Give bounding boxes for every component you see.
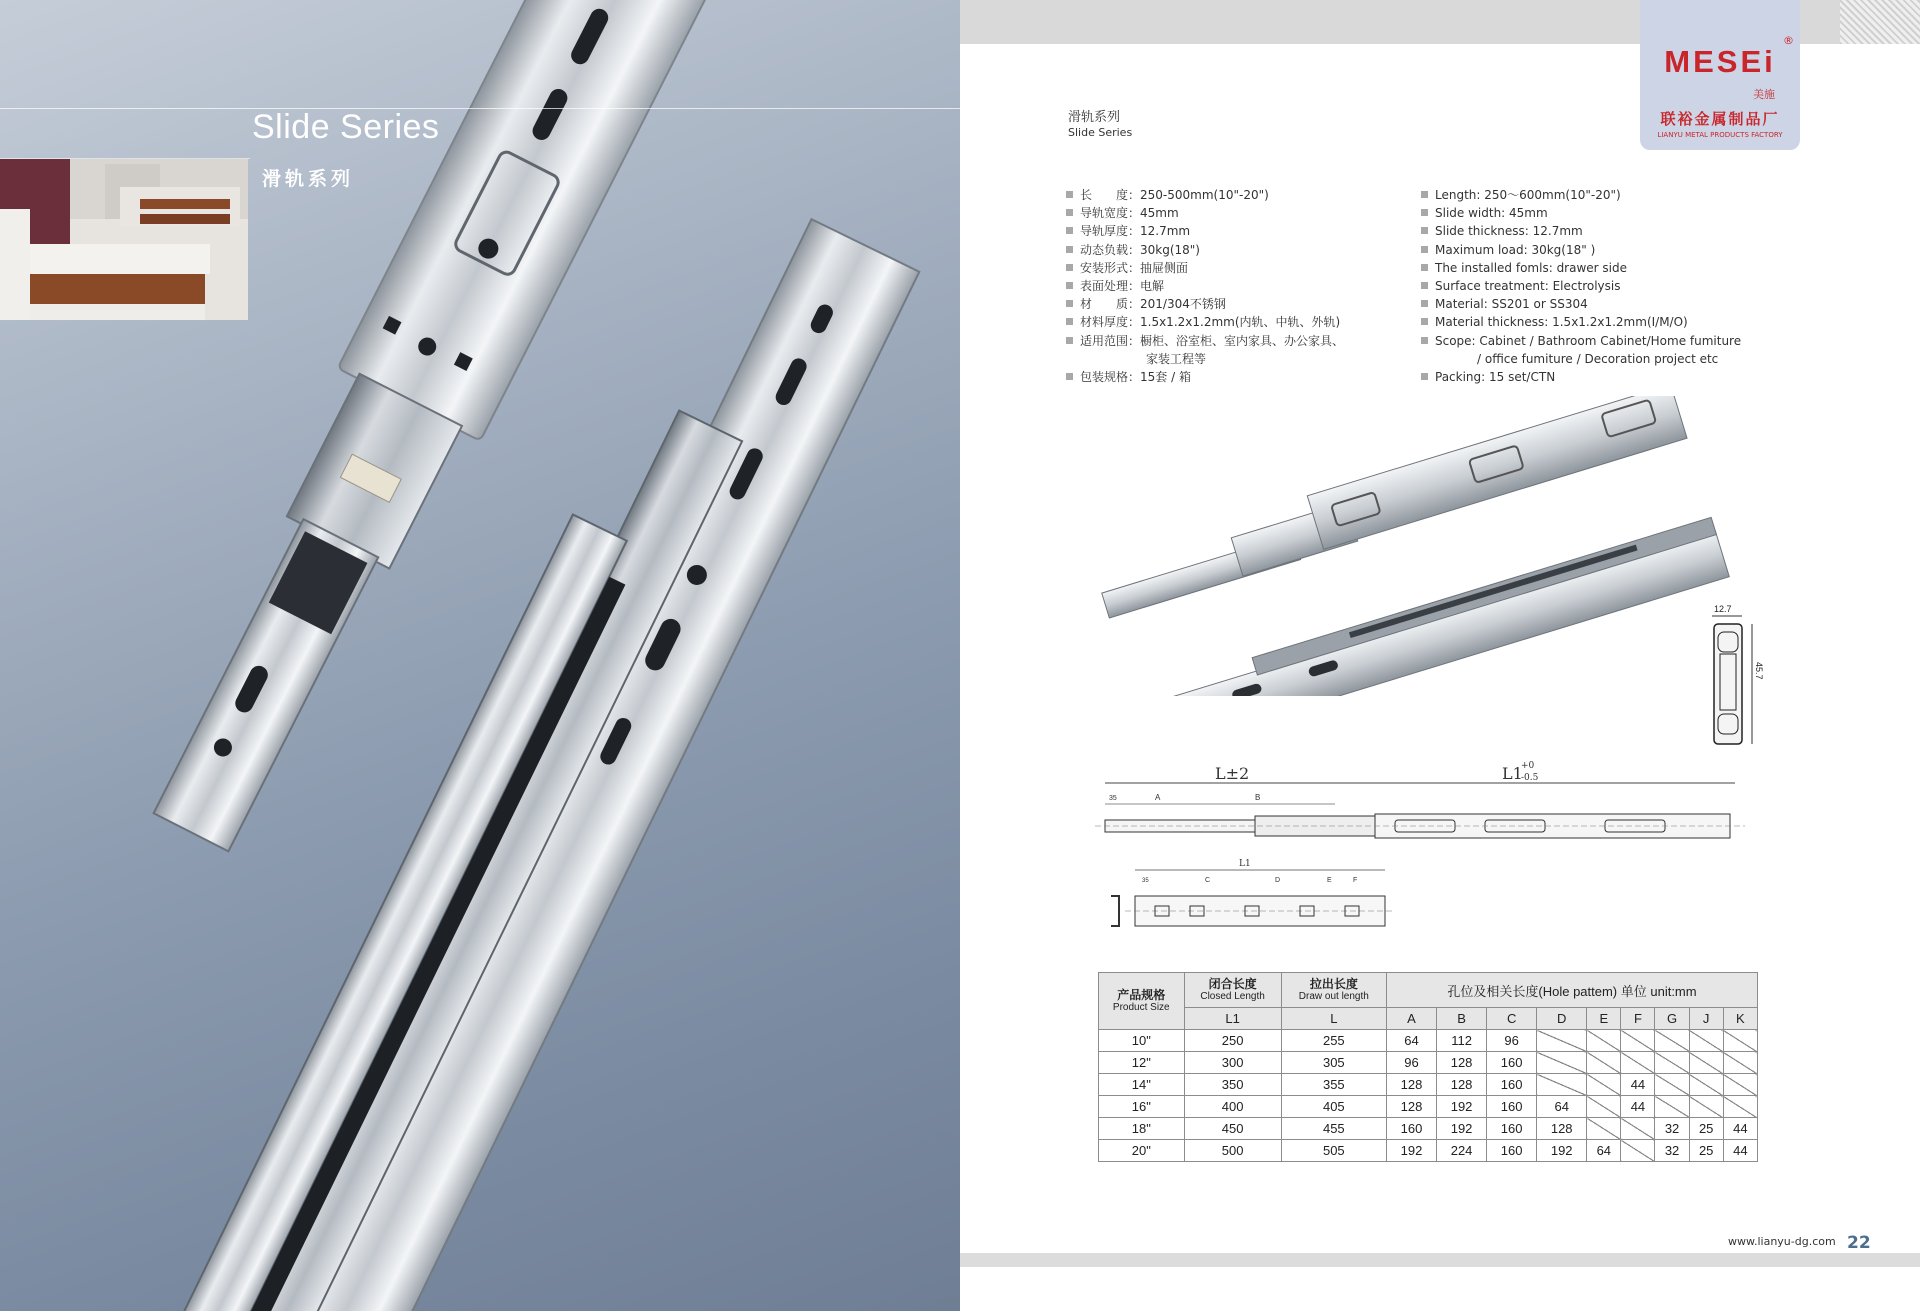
cell-empty	[1689, 1052, 1723, 1074]
spec-item	[1066, 222, 1386, 240]
dim2-35-label: 35	[1142, 878, 1149, 884]
spec-text: 导轨厚度：12.7mm	[1080, 224, 1191, 239]
cell-hole: 96	[1487, 1030, 1537, 1052]
dim2-e-label: E	[1327, 877, 1332, 884]
head-hole-col: G	[1655, 1008, 1689, 1030]
cell-hole: 128	[1437, 1052, 1487, 1074]
cell-empty	[1621, 1118, 1655, 1140]
cell-l: 405	[1281, 1096, 1386, 1118]
head-closed-en: Closed Length	[1200, 991, 1265, 1002]
cell-l: 305	[1281, 1052, 1386, 1074]
cell-l1: 350	[1184, 1074, 1281, 1096]
bullet-square-icon	[1421, 337, 1428, 344]
table-row	[1099, 1030, 1758, 1052]
spec-item	[1421, 295, 1761, 313]
dim-35-label: 35	[1109, 795, 1117, 802]
spec-text: 安装形式：抽屉侧面	[1080, 260, 1189, 275]
head-hole-pattern: 孔位及相关长度(Hole pattem) 单位 unit:mm	[1386, 973, 1757, 1008]
head-draw-cn: 拉出长度	[1309, 977, 1358, 991]
cell-hole: 44	[1723, 1140, 1757, 1162]
bullet-square-icon	[1421, 373, 1428, 380]
dim-l1-label: L1	[1502, 764, 1523, 783]
bullet-square-icon	[1066, 373, 1073, 380]
cell-empty	[1655, 1096, 1689, 1118]
spec-item	[1421, 332, 1761, 368]
cell-hole: 160	[1386, 1118, 1436, 1140]
cell-hole: 224	[1437, 1140, 1487, 1162]
head-closed-symbol: L1	[1184, 1008, 1281, 1030]
cell-hole: 44	[1621, 1074, 1655, 1096]
bullet-square-icon	[1421, 282, 1428, 289]
website-url: www.lianyu-dg.com	[1728, 1235, 1836, 1248]
dim-a-label: A	[1155, 793, 1161, 802]
table-row	[1099, 1052, 1758, 1074]
footer-band	[960, 1253, 1920, 1267]
slide-product-image	[1095, 396, 1755, 696]
spec-item	[1066, 332, 1386, 368]
spec-text: 适用范围：橱柜、浴室柜、室内家具、办公家具、	[1080, 333, 1345, 348]
spec-list-en	[1421, 186, 1761, 386]
bullet-square-icon	[1066, 300, 1073, 307]
table-row	[1099, 1140, 1758, 1162]
spec-item	[1066, 186, 1386, 204]
cell-l: 505	[1281, 1140, 1386, 1162]
cell-hole: 128	[1386, 1096, 1436, 1118]
head-draw-symbol: L	[1281, 1008, 1386, 1030]
table-body	[1099, 1030, 1758, 1162]
bullet-square-icon	[1421, 191, 1428, 198]
head-hole-col: F	[1621, 1008, 1655, 1030]
cell-empty	[1723, 1074, 1757, 1096]
spec-text: 材料厚度：1.5x1.2x1.2mm(内轨、中轨、外轨)	[1080, 315, 1341, 330]
cell-l1: 300	[1184, 1052, 1281, 1074]
cell-hole: 128	[1437, 1074, 1487, 1096]
cell-hole: 64	[1587, 1140, 1621, 1162]
bullet-square-icon	[1066, 191, 1073, 198]
spec-text: 导轨宽度：45mm	[1080, 206, 1179, 221]
cell-hole: 160	[1487, 1096, 1537, 1118]
dim-l1-tol-top: +0	[1521, 761, 1535, 771]
cell-hole: 192	[1437, 1096, 1487, 1118]
cell-size: 16"	[1099, 1096, 1185, 1118]
cell-empty	[1723, 1096, 1757, 1118]
head-hole-col: B	[1437, 1008, 1487, 1030]
cell-l: 255	[1281, 1030, 1386, 1052]
series-title-cn: 滑轨系列	[262, 168, 355, 190]
cell-hole: 160	[1487, 1140, 1537, 1162]
cell-size: 18"	[1099, 1118, 1185, 1140]
bullet-square-icon	[1066, 227, 1073, 234]
head-product-size	[1099, 973, 1185, 1030]
bullet-square-icon	[1066, 282, 1073, 289]
spec-item	[1421, 186, 1761, 204]
spec-text: Scope: Cabinet / Bathroom Cabinet/Home fumiture	[1435, 333, 1742, 348]
cell-size: 10"	[1099, 1030, 1185, 1052]
cell-empty	[1537, 1052, 1587, 1074]
head-hole-col: E	[1587, 1008, 1621, 1030]
head-hole-col: K	[1723, 1008, 1757, 1030]
cell-empty	[1587, 1030, 1621, 1052]
cell-empty	[1655, 1030, 1689, 1052]
spec-item	[1066, 259, 1386, 277]
cell-empty	[1537, 1074, 1587, 1096]
cell-empty	[1587, 1096, 1621, 1118]
bullet-square-icon	[1421, 264, 1428, 271]
head-draw-en: Draw out length	[1298, 991, 1369, 1002]
cell-empty	[1587, 1052, 1621, 1074]
head-hole-col: D	[1537, 1008, 1587, 1030]
spec-item	[1421, 368, 1761, 386]
brand-cn-small: 美施	[1753, 88, 1775, 101]
dim2-f-label: F	[1353, 877, 1358, 884]
table-row	[1099, 1118, 1758, 1140]
dim-l-label: L±2	[1215, 764, 1250, 783]
spec-item	[1421, 222, 1761, 240]
table-symbol-row	[1099, 1008, 1758, 1030]
cell-hole: 32	[1655, 1118, 1689, 1140]
cell-hole: 25	[1689, 1118, 1723, 1140]
bullet-square-icon	[1066, 337, 1073, 344]
cell-empty	[1655, 1074, 1689, 1096]
dim-width-label: 12.7	[1714, 604, 1732, 614]
cell-l: 355	[1281, 1074, 1386, 1096]
cell-hole: 128	[1386, 1074, 1436, 1096]
spec-item	[1066, 368, 1386, 386]
cell-empty	[1689, 1074, 1723, 1096]
kitchen-photo	[0, 159, 248, 320]
spec-text: Length: 250～600mm(10"-20")	[1435, 188, 1621, 202]
cell-hole: 192	[1537, 1140, 1587, 1162]
cross-section-diagram	[1708, 602, 1778, 752]
size-spec-table	[1098, 972, 1758, 1162]
table-row	[1099, 1096, 1758, 1118]
bullet-square-icon	[1066, 318, 1073, 325]
spec-text: Slide width: 45mm	[1435, 206, 1548, 221]
cell-hole: 160	[1487, 1052, 1537, 1074]
dim2-l1-label: L1	[1239, 859, 1251, 869]
cell-hole: 64	[1537, 1096, 1587, 1118]
spec-item	[1066, 241, 1386, 259]
cell-empty	[1621, 1140, 1655, 1162]
cell-hole: 32	[1655, 1140, 1689, 1162]
spec-item	[1421, 277, 1761, 295]
cell-size: 14"	[1099, 1074, 1185, 1096]
page-number: 22	[1847, 1233, 1871, 1253]
cell-l1: 450	[1184, 1118, 1281, 1140]
series-title-en: Slide Series	[252, 108, 440, 146]
spec-text-continued: / office fumiture / Decoration project etc	[1477, 351, 1719, 366]
specification-page	[960, 0, 1920, 1311]
bullet-square-icon	[1066, 209, 1073, 216]
head-closed-cn: 闭合长度	[1208, 977, 1257, 991]
spec-item	[1421, 313, 1761, 331]
bullet-square-icon	[1066, 246, 1073, 253]
dim2-c-label: C	[1205, 877, 1211, 884]
head-product-en: Product Size	[1112, 1002, 1170, 1013]
dimension-drawing-closed	[1095, 856, 1415, 936]
cell-hole: 25	[1689, 1140, 1723, 1162]
table-row	[1099, 1074, 1758, 1096]
spec-item	[1066, 295, 1386, 313]
dim-l1-tol-bottom: -0.5	[1521, 773, 1539, 783]
spec-item	[1066, 204, 1386, 222]
bullet-square-icon	[1421, 209, 1428, 216]
company-name-en: LIANYU METAL PRODUCTS FACTORY	[1657, 131, 1783, 139]
cell-empty	[1723, 1030, 1757, 1052]
cell-hole: 192	[1386, 1140, 1436, 1162]
section-title-cn: 滑轨系列	[1068, 110, 1121, 125]
header-hatch	[1840, 0, 1920, 44]
spec-item	[1421, 259, 1761, 277]
cell-size: 20"	[1099, 1140, 1185, 1162]
spec-item	[1066, 277, 1386, 295]
cell-l: 455	[1281, 1118, 1386, 1140]
spec-text: 材 质：201/304不锈钢	[1080, 297, 1226, 312]
spec-item	[1421, 204, 1761, 222]
cell-hole: 112	[1437, 1030, 1487, 1052]
cell-empty	[1621, 1030, 1655, 1052]
cell-l1: 250	[1184, 1030, 1281, 1052]
head-hole-col: C	[1487, 1008, 1537, 1030]
cell-hole: 192	[1437, 1118, 1487, 1140]
spec-text: Maximum load: 30kg(18" )	[1435, 242, 1596, 257]
brand-logo	[1640, 0, 1800, 150]
spec-text: Slide thickness: 12.7mm	[1435, 224, 1583, 239]
spec-item	[1066, 313, 1386, 331]
cell-hole: 128	[1537, 1118, 1587, 1140]
head-hole-col: J	[1689, 1008, 1723, 1030]
spec-text: The installed fomls: drawer side	[1435, 260, 1627, 275]
bullet-square-icon	[1421, 246, 1428, 253]
spec-item	[1421, 241, 1761, 259]
cell-hole: 160	[1487, 1074, 1537, 1096]
cell-hole: 64	[1386, 1030, 1436, 1052]
cell-empty	[1689, 1096, 1723, 1118]
spec-text-continued: 家装工程等	[1146, 351, 1207, 366]
spec-text: Material thickness: 1.5x1.2x1.2mm(I/M/O)	[1435, 315, 1688, 330]
spec-text: 包装规格：15套 / 箱	[1080, 370, 1191, 385]
cell-hole: 44	[1621, 1096, 1655, 1118]
dim-height-label: 45.7	[1754, 662, 1764, 680]
cell-size: 12"	[1099, 1052, 1185, 1074]
spec-text: 长 度：250-500mm(10"-20")	[1080, 188, 1269, 202]
cell-empty	[1621, 1052, 1655, 1074]
dim-b-label: B	[1255, 793, 1261, 802]
section-title-en: Slide Series	[1068, 126, 1133, 139]
spec-text: Material: SS201 or SS304	[1435, 297, 1588, 312]
bullet-square-icon	[1421, 300, 1428, 307]
head-hole-col: A	[1386, 1008, 1436, 1030]
company-name-cn: 联裕金属制品厂	[1660, 110, 1780, 128]
spec-list-cn	[1066, 186, 1386, 386]
cell-l1: 500	[1184, 1140, 1281, 1162]
cell-hole: 96	[1386, 1052, 1436, 1074]
bullet-square-icon	[1421, 318, 1428, 325]
cell-empty	[1587, 1074, 1621, 1096]
cell-empty	[1723, 1052, 1757, 1074]
cell-hole: 160	[1487, 1118, 1537, 1140]
spec-text: Surface treatment: Electrolysis	[1435, 279, 1621, 294]
bullet-square-icon	[1066, 264, 1073, 271]
dim2-d-label: D	[1275, 877, 1281, 884]
title-rule	[0, 108, 960, 109]
cell-empty	[1537, 1030, 1587, 1052]
dimension-drawing-extended	[1095, 760, 1755, 840]
head-draw-length	[1281, 973, 1386, 1008]
spec-text: Packing: 15 set/CTN	[1435, 370, 1556, 385]
cell-l1: 400	[1184, 1096, 1281, 1118]
cell-hole: 44	[1723, 1118, 1757, 1140]
head-closed-length	[1184, 973, 1281, 1008]
cell-empty	[1587, 1118, 1621, 1140]
cell-empty	[1655, 1052, 1689, 1074]
head-product-cn: 产品规格	[1117, 988, 1166, 1002]
brand-wordmark: MESEi	[1664, 44, 1776, 79]
bullet-square-icon	[1421, 227, 1428, 234]
cell-empty	[1689, 1030, 1723, 1052]
registered-mark: ®	[1783, 34, 1794, 47]
spec-text: 动态负载：30kg(18")	[1080, 242, 1200, 257]
spec-text: 表面处理：电解	[1080, 279, 1165, 294]
